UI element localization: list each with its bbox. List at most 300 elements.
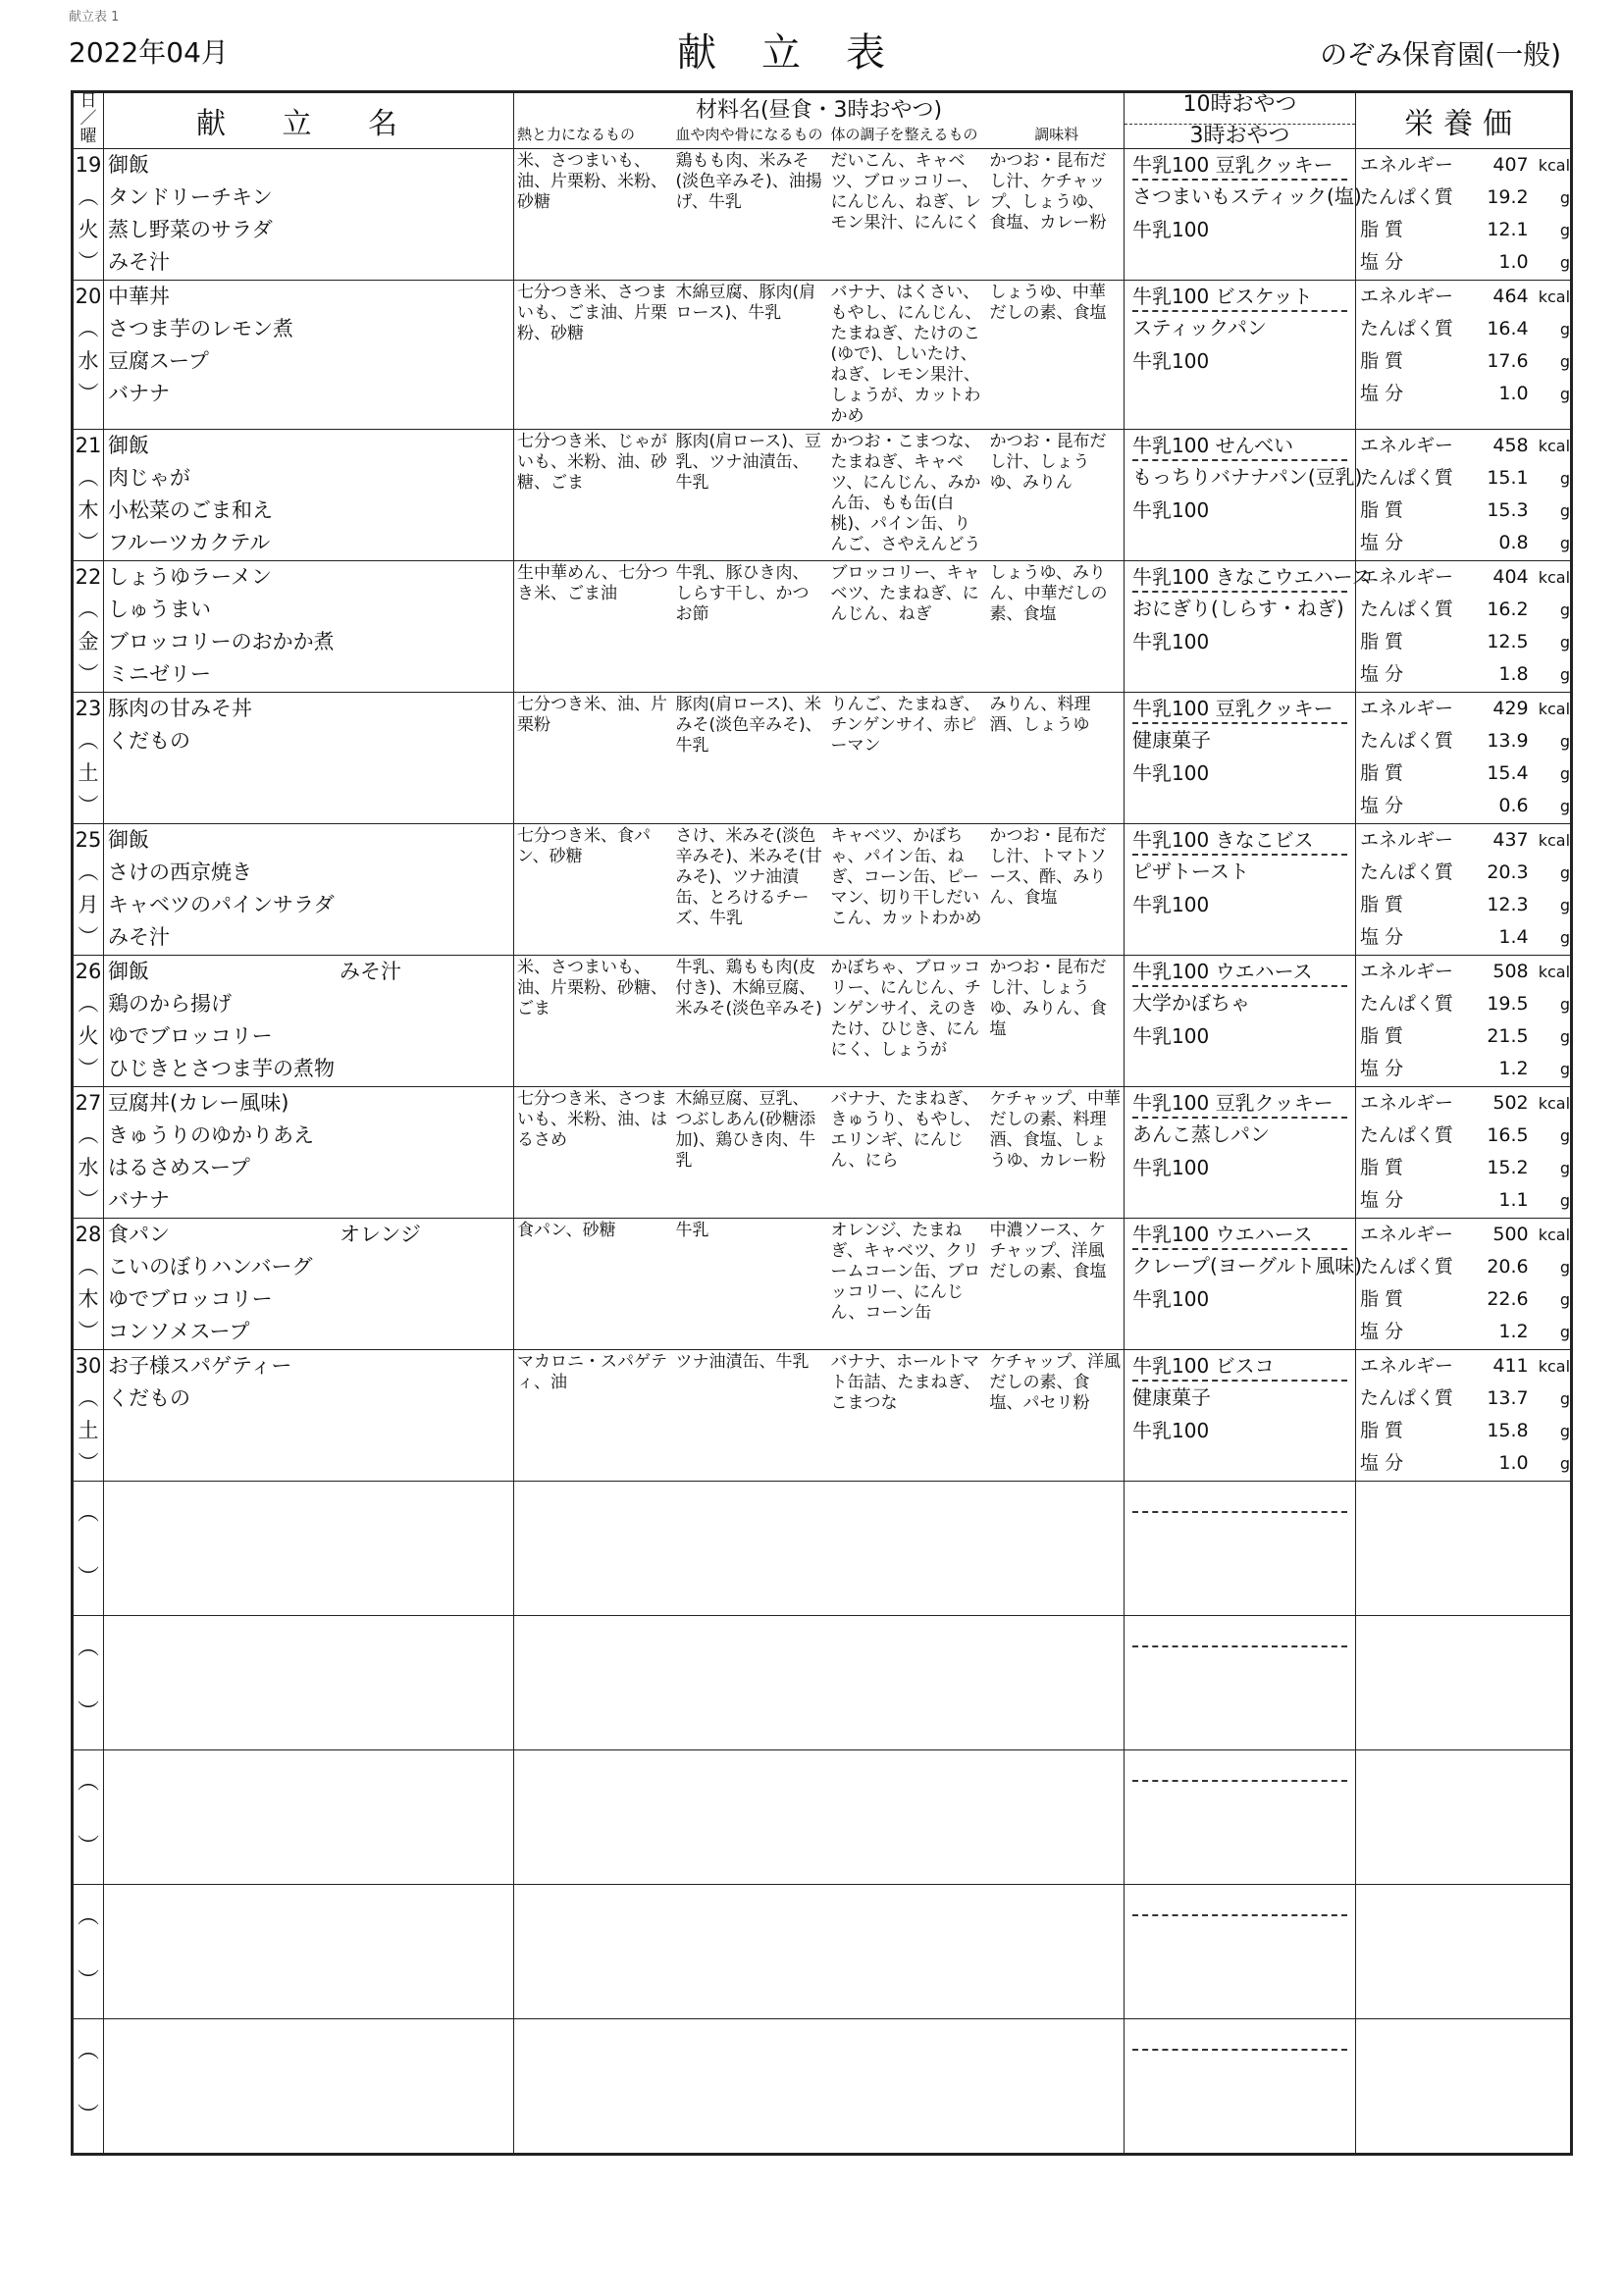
salt-unit: g	[1559, 1190, 1571, 1210]
snack-cell	[1125, 1086, 1356, 1218]
day-cell	[73, 692, 104, 823]
energy-unit: kcal	[1538, 155, 1571, 175]
protein-unit: g	[1559, 1125, 1571, 1145]
paren-open: ︵	[77, 2038, 99, 2063]
snack-10-header: 10時おやつ	[1125, 92, 1356, 125]
paren-open: ︵	[78, 1122, 99, 1147]
snack-3-header: 3時おやつ	[1125, 124, 1356, 148]
snack-3-milk: 牛乳100	[1132, 1418, 1210, 1442]
snack-3-milk: 牛乳100	[1132, 1286, 1210, 1311]
energy-foods: マカロニ・スパゲティ、油	[514, 1349, 673, 1481]
protein-value: 15.1	[1487, 466, 1529, 489]
protein-value: 19.2	[1487, 185, 1529, 208]
dish-cell	[104, 692, 514, 823]
dish-name: 御飯	[108, 433, 149, 457]
blood-foods: 豚肉(肩ロース)、米みそ(淡色辛みそ)、牛乳	[673, 692, 828, 823]
protein-unit: g	[1559, 319, 1571, 339]
dish-name: ゆでブロッコリー	[108, 1286, 273, 1311]
body-foods: バナナ、たまねぎ、きゅうり、もやし、エリンギ、にんじん、にら	[828, 1086, 987, 1218]
energy-unit: kcal	[1538, 567, 1571, 587]
fat-unit: g	[1559, 1158, 1571, 1177]
nutrition-cell	[1356, 148, 1572, 280]
snack-3-milk: 牛乳100	[1132, 1023, 1210, 1048]
dish-cell	[104, 823, 514, 955]
paren-open: ︵	[78, 316, 99, 340]
seasonings: しょうゆ、中華だしの素、食塩	[987, 280, 1125, 429]
fat-value: 17.6	[1487, 349, 1529, 372]
day-cell	[73, 1349, 104, 1481]
fat-value: 12.1	[1487, 218, 1529, 240]
dish-name: 蒸し野菜のサラダ	[108, 217, 273, 241]
dish-name: くだもの	[108, 1385, 190, 1410]
empty-dish-cell	[104, 1884, 514, 2018]
salt-label: 塩 分	[1360, 1320, 1404, 1342]
menu-day-row	[73, 429, 1572, 560]
fat-label: 脂 質	[1360, 1419, 1404, 1441]
empty-day-cell	[73, 1615, 104, 1749]
day-cell	[73, 280, 104, 429]
protein-label: たんぱく質	[1360, 466, 1454, 489]
energy-unit: kcal	[1538, 1225, 1571, 1244]
dish-name: ゆでブロッコリー	[108, 1023, 273, 1048]
fat-unit: g	[1559, 1026, 1571, 1046]
empty-ingredient-cell	[514, 1615, 673, 1749]
fat-value: 15.2	[1487, 1156, 1529, 1178]
salt-unit: g	[1559, 1322, 1571, 1341]
fat-value: 21.5	[1487, 1024, 1529, 1047]
day-number: 28	[75, 1222, 102, 1246]
fat-unit: g	[1559, 220, 1571, 239]
fat-unit: g	[1559, 763, 1571, 783]
snack-cell	[1125, 823, 1356, 955]
snack-cell	[1125, 560, 1372, 692]
weekday: 金	[78, 629, 99, 653]
day-number: 20	[75, 284, 102, 308]
snack-10: 牛乳100 せんべい	[1132, 430, 1347, 461]
energy-unit: kcal	[1538, 1356, 1571, 1376]
salt-unit: g	[1559, 252, 1571, 272]
menu-day-row	[73, 560, 1572, 692]
dish-name: 御飯	[108, 152, 149, 177]
blood-foods: 木綿豆腐、豚肉(肩ロース)、牛乳	[673, 280, 828, 429]
salt-label: 塩 分	[1360, 925, 1404, 948]
salt-label: 塩 分	[1360, 662, 1404, 685]
empty-ingredient-cell	[828, 1749, 987, 1884]
menu-body	[73, 148, 1572, 2154]
snack-3-milk: 牛乳100	[1132, 892, 1210, 916]
paren-close: ︶	[78, 1056, 99, 1080]
nutrition-cell	[1356, 429, 1572, 560]
snack-divider	[1132, 1616, 1347, 1647]
energy-unit: kcal	[1538, 830, 1571, 850]
protein-label: たんぱく質	[1360, 992, 1454, 1015]
empty-ingredient-cell	[514, 1884, 673, 2018]
menu-day-row	[73, 692, 1572, 823]
fat-value: 12.5	[1487, 630, 1529, 652]
salt-value: 1.0	[1498, 250, 1529, 273]
blood-foods: 木綿豆腐、豆乳、つぶしあん(砂糖添加)、鶏ひき肉、牛乳	[673, 1086, 828, 1218]
nutrition-cell	[1356, 823, 1572, 955]
paren-close: ︶	[78, 249, 99, 274]
protein-value: 13.7	[1487, 1386, 1529, 1409]
paren-close: ︶	[78, 1450, 99, 1475]
menu-day-row	[73, 955, 1572, 1086]
paren-open: ︵	[78, 728, 99, 753]
nutrition-header: 栄養価	[1356, 92, 1572, 149]
dish-cell	[104, 280, 514, 429]
energy-value: 458	[1492, 434, 1529, 456]
energy-unit: kcal	[1538, 287, 1571, 306]
day-number: 23	[75, 696, 102, 720]
salt-label: 塩 分	[1360, 382, 1404, 404]
empty-day-cell	[73, 1481, 104, 1615]
snack-cell	[1125, 148, 1362, 280]
dish-name: バナナ	[108, 381, 170, 405]
dish-extra: オレンジ	[340, 1222, 421, 1246]
snack-10: 牛乳100 ウエハース	[1132, 956, 1347, 987]
paren-close: ︶	[77, 1699, 99, 1725]
empty-ingredient-cell	[514, 1749, 673, 1884]
energy-value: 502	[1492, 1091, 1529, 1114]
salt-unit: g	[1559, 533, 1571, 552]
dish-name: 小松菜のごま和え	[108, 497, 273, 522]
empty-dish-cell	[104, 1481, 514, 1615]
dish-name: しょうゆラーメン	[108, 564, 272, 589]
snack-3: 健康菓子	[1132, 1384, 1212, 1409]
body-foods: りんご、たまねぎ、チンゲンサイ、赤ピーマン	[828, 692, 987, 823]
snack-3: 健康菓子	[1132, 727, 1212, 752]
empty-ingredient-cell	[987, 1615, 1125, 1749]
dish-name: タンドリーチキン	[108, 184, 273, 209]
fat-label: 脂 質	[1360, 1156, 1404, 1178]
day-header: 日／曜	[73, 92, 104, 149]
salt-label: 塩 分	[1360, 1451, 1404, 1474]
protein-unit: g	[1559, 994, 1571, 1014]
day-number: 27	[75, 1090, 102, 1115]
energy-foods-header: 熱と力になるもの	[514, 124, 673, 148]
blood-foods: ツナ油漬缶、牛乳	[673, 1349, 828, 1481]
protein-label: たんぱく質	[1360, 598, 1454, 620]
snack-cell	[1125, 955, 1356, 1086]
salt-value: 1.1	[1498, 1188, 1529, 1211]
empty-dish-cell	[104, 1749, 514, 1884]
nutrition-cell	[1356, 280, 1572, 429]
snack-10: 牛乳100 きなこウエハース	[1132, 561, 1347, 593]
dish-name: みそ汁	[108, 249, 170, 274]
dish-name: 豆腐丼(カレー風味)	[108, 1090, 289, 1115]
snack-10: 牛乳100 きなこビス	[1132, 824, 1347, 856]
energy-value: 411	[1492, 1354, 1529, 1377]
empty-ingredient-cell	[673, 2018, 828, 2154]
day-cell	[73, 1218, 104, 1349]
energy-label: エネルギー	[1360, 1223, 1454, 1245]
salt-value: 1.2	[1498, 1320, 1529, 1342]
weekday: 水	[78, 1155, 99, 1179]
energy-label: エネルギー	[1360, 960, 1454, 982]
snack-3-milk: 牛乳100	[1132, 760, 1210, 785]
day-number: 26	[75, 959, 102, 983]
salt-label: 塩 分	[1360, 250, 1404, 273]
blood-foods: さけ、米みそ(淡色辛みそ)、米みそ(甘みそ)、ツナ油漬缶、とろけるチーズ、牛乳	[673, 823, 828, 955]
body-foods-header: 体の調子を整えるもの	[828, 124, 987, 148]
materials-header: 材料名(昼食・3時おやつ)	[514, 92, 1125, 125]
dish-name: 豚肉の甘みそ丼	[108, 696, 252, 720]
dish-cell	[104, 1086, 514, 1218]
protein-value: 13.9	[1487, 729, 1529, 752]
protein-value: 20.3	[1487, 861, 1529, 883]
dish-cell	[104, 1349, 514, 1481]
snack-3: クレープ(ヨーグルト風味)	[1132, 1253, 1363, 1278]
dish-name: ミニゼリー	[108, 661, 211, 686]
dish-name: 御飯	[108, 959, 149, 983]
empty-ingredient-cell	[514, 2018, 673, 2154]
salt-unit: g	[1559, 927, 1571, 947]
energy-foods: 米、さつまいも、油、片栗粉、砂糖、ごま	[514, 955, 673, 1086]
energy-unit: kcal	[1538, 436, 1571, 455]
energy-foods: 七分つき米、油、片栗粉	[514, 692, 673, 823]
menu-day-row	[73, 1086, 1572, 1218]
energy-label: エネルギー	[1360, 697, 1454, 719]
empty-nutrition-cell	[1356, 1749, 1572, 1884]
day-cell	[73, 1086, 104, 1218]
empty-ingredient-cell	[673, 1884, 828, 2018]
fat-label: 脂 質	[1360, 218, 1404, 240]
energy-value: 500	[1492, 1223, 1529, 1245]
dish-name: くだもの	[108, 728, 190, 753]
salt-value: 0.8	[1498, 531, 1529, 553]
seasonings: かつお・昆布だし汁、ケチャップ、しょうゆ、食塩、カレー粉	[987, 148, 1125, 280]
nutrition-cell	[1356, 955, 1572, 1086]
snack-10: 牛乳100 ビスコ	[1132, 1350, 1347, 1382]
protein-value: 20.6	[1487, 1255, 1529, 1278]
body-foods: かぼちゃ、ブロッコリー、にんじん、チンゲンサイ、えのきたけ、ひじき、にんにく、しょうが	[828, 955, 987, 1086]
body-foods: キャベツ、かぼちゃ、パイン缶、ねぎ、コーン缶、ピーマン、切り干しだいこん、カットわかめ	[828, 823, 987, 955]
dish-name: 肉じゃが	[108, 465, 190, 490]
fat-label: 脂 質	[1360, 893, 1404, 915]
dish-name: 御飯	[108, 827, 149, 852]
protein-label: たんぱく質	[1360, 729, 1454, 752]
empty-ingredient-cell	[987, 1481, 1125, 1615]
energy-label: エネルギー	[1360, 1091, 1454, 1114]
body-foods: かつお・こまつな、たまねぎ、キャベツ、にんじん、みかん缶、もも缶(白桃)、パイン缶、りんご、さやえんどう	[828, 429, 987, 560]
paren-open: ︵	[77, 1635, 99, 1660]
weekday: 土	[78, 760, 99, 785]
empty-nutrition-cell	[1356, 1615, 1572, 1749]
energy-foods: 七分つき米、さつまいも、ごま油、片栗粉、砂糖	[514, 280, 673, 429]
empty-nutrition-cell	[1356, 1481, 1572, 1615]
snack-3: あんこ蒸しパン	[1132, 1122, 1271, 1146]
salt-label: 塩 分	[1360, 1188, 1404, 1211]
snack-10: 牛乳100 ビスケット	[1132, 281, 1347, 312]
day-cell	[73, 955, 104, 1086]
page-title: 献立表	[677, 30, 930, 76]
snack-3-milk: 牛乳100	[1132, 629, 1210, 653]
salt-unit: g	[1559, 664, 1571, 684]
protein-unit: g	[1559, 1388, 1571, 1408]
weekday: 土	[78, 1418, 99, 1442]
paren-close: ︶	[77, 1968, 99, 1994]
dish-name: さけの西京焼き	[108, 860, 252, 884]
energy-foods: 生中華めん、七分つき米、ごま油	[514, 560, 673, 692]
salt-unit: g	[1559, 796, 1571, 815]
empty-dish-cell	[104, 2018, 514, 2154]
fat-unit: g	[1559, 1289, 1571, 1309]
protein-unit: g	[1559, 1257, 1571, 1277]
menu-day-row	[73, 1349, 1572, 1481]
fat-value: 15.3	[1487, 498, 1529, 521]
dish-name: 豆腐スープ	[108, 348, 209, 373]
salt-value: 1.0	[1498, 1451, 1529, 1474]
energy-label: エネルギー	[1360, 285, 1454, 307]
blood-foods-header: 血や肉や骨になるもの	[673, 124, 828, 148]
dish-name	[108, 1447, 513, 1480]
energy-value: 407	[1492, 153, 1529, 176]
salt-label: 塩 分	[1360, 1057, 1404, 1079]
menu-day-row	[73, 823, 1572, 955]
seasonings: みりん、料理酒、しょうゆ	[987, 692, 1125, 823]
energy-label: エネルギー	[1360, 828, 1454, 851]
snack-divider	[1132, 2019, 1347, 2051]
energy-foods: 七分つき米、さつまいも、米粉、油、はるさめ	[514, 1086, 673, 1218]
protein-unit: g	[1559, 187, 1571, 207]
dish-name: しゅうまい	[108, 597, 211, 621]
protein-value: 16.5	[1487, 1123, 1529, 1146]
weekday: 火	[78, 1023, 99, 1048]
nutrition-cell	[1356, 692, 1572, 823]
day-cell	[73, 823, 104, 955]
snack-10: 牛乳100 豆乳クッキー	[1132, 149, 1347, 181]
empty-day-row	[73, 2018, 1572, 2154]
empty-ingredient-cell	[828, 1884, 987, 2018]
empty-snack-cell	[1125, 1615, 1356, 1749]
body-foods: だいこん、キャベツ、ブロッコリー、にんじん、ねぎ、レモン果汁、にんにく	[828, 148, 987, 280]
menu-day-row	[73, 280, 1572, 429]
nutrition-cell	[1356, 1349, 1572, 1481]
snack-10: 牛乳100 豆乳クッキー	[1132, 693, 1347, 724]
energy-foods: 食パン、砂糖	[514, 1218, 673, 1349]
dish-name: はるさめスープ	[108, 1155, 250, 1179]
salt-value: 1.4	[1498, 925, 1529, 948]
paren-close: ︶	[78, 1319, 99, 1343]
protein-label: たんぱく質	[1360, 1255, 1454, 1278]
dish-header: 献 立 名	[104, 92, 514, 149]
empty-ingredient-cell	[828, 2018, 987, 2154]
menu-day-row	[73, 148, 1572, 280]
empty-snack-cell	[1125, 1749, 1356, 1884]
empty-day-cell	[73, 1749, 104, 1884]
salt-label: 塩 分	[1360, 531, 1404, 553]
paren-close: ︶	[77, 1834, 99, 1859]
paren-close: ︶	[78, 530, 99, 554]
empty-day-cell	[73, 1884, 104, 2018]
dish-name: さつま芋のレモン煮	[108, 316, 293, 340]
protein-label: たんぱく質	[1360, 861, 1454, 883]
fat-value: 22.6	[1487, 1287, 1529, 1310]
dish-cell	[104, 955, 514, 1086]
weekday: 月	[78, 892, 99, 916]
seasonings: かつお・昆布だし汁、しょうゆ、みりん	[987, 429, 1125, 560]
protein-label: たんぱく質	[1360, 1123, 1454, 1146]
nutrition-cell	[1356, 1218, 1572, 1349]
menu-month: 2022年04月	[69, 36, 229, 69]
seasonings: ケチャップ、中華だしの素、料理酒、食塩、しょうゆ、カレー粉	[987, 1086, 1125, 1218]
dish-name: 鶏のから揚げ	[108, 991, 232, 1016]
energy-value: 437	[1492, 828, 1529, 851]
energy-label: エネルギー	[1360, 1354, 1454, 1377]
fat-label: 脂 質	[1360, 1024, 1404, 1047]
dish-name: 中華丼	[108, 284, 170, 308]
dish-name: きゅうりのゆかりあえ	[108, 1122, 314, 1147]
empty-day-row	[73, 1481, 1572, 1615]
fat-unit: g	[1559, 1421, 1571, 1440]
snack-cell	[1125, 1218, 1363, 1349]
dish-name: みそ汁	[108, 924, 170, 949]
snack-divider	[1132, 1885, 1347, 1916]
protein-value: 16.4	[1487, 317, 1529, 339]
day-number: 19	[75, 152, 102, 177]
blood-foods: 牛乳、鶏もも肉(皮付き)、木綿豆腐、米みそ(淡色辛みそ)	[673, 955, 828, 1086]
dish-cell	[104, 148, 514, 280]
empty-ingredient-cell	[828, 1615, 987, 1749]
salt-value: 0.6	[1498, 794, 1529, 816]
paren-open: ︵	[77, 1500, 99, 1526]
day-number: 21	[75, 433, 102, 457]
dish-name: ブロッコリーのおかか煮	[108, 629, 335, 653]
body-foods: バナナ、はくさい、もやし、にんじん、たまねぎ、たけのこ(ゆで)、しいたけ、ねぎ、レモン果汁、しょうが、カットわかめ	[828, 280, 987, 429]
fat-label: 脂 質	[1360, 630, 1404, 652]
fat-label: 脂 質	[1360, 498, 1404, 521]
day-cell	[73, 148, 104, 280]
empty-snack-cell	[1125, 1481, 1356, 1615]
day-number: 22	[75, 564, 102, 589]
seasonings: かつお・昆布だし汁、トマトソース、酢、みりん、食塩	[987, 823, 1125, 955]
fat-value: 12.3	[1487, 893, 1529, 915]
snack-3: もっちりバナナパン(豆乳)	[1132, 464, 1363, 489]
day-number: 25	[75, 827, 102, 852]
seasoning-header: 調味料	[987, 124, 1125, 148]
fat-unit: g	[1559, 632, 1571, 652]
paren-open: ︵	[78, 597, 99, 621]
empty-nutrition-cell	[1356, 1884, 1572, 2018]
fat-value: 15.8	[1487, 1419, 1529, 1441]
dish-name: コンソメスープ	[108, 1319, 250, 1343]
snack-divider	[1132, 1750, 1347, 1782]
weekday: 木	[78, 1286, 99, 1311]
empty-dish-cell	[104, 1615, 514, 1749]
paren-open: ︵	[78, 991, 99, 1016]
snack-3: おにぎり(しらす・ねぎ)	[1132, 596, 1344, 620]
energy-value: 464	[1492, 285, 1529, 307]
protein-unit: g	[1559, 600, 1571, 619]
energy-label: エネルギー	[1360, 565, 1454, 588]
paren-close: ︶	[78, 924, 99, 949]
dish-name	[108, 790, 513, 822]
corner-mark: 献立表 1	[69, 10, 120, 25]
menu-table	[71, 90, 1573, 2156]
paren-open: ︵	[77, 1904, 99, 1929]
empty-ingredient-cell	[987, 2018, 1125, 2154]
empty-nutrition-cell	[1356, 2018, 1572, 2154]
paren-open: ︵	[78, 1385, 99, 1410]
snack-divider	[1132, 1482, 1347, 1513]
dish-cell	[104, 1218, 514, 1349]
seasonings: 中濃ソース、ケチャップ、洋風だしの素、食塩	[987, 1218, 1125, 1349]
energy-unit: kcal	[1538, 1093, 1571, 1113]
dish-name: こいのぼりハンバーグ	[108, 1254, 313, 1278]
empty-ingredient-cell	[987, 1884, 1125, 2018]
day-number: 30	[75, 1353, 102, 1378]
dish-name: フルーツカクテル	[108, 530, 271, 554]
